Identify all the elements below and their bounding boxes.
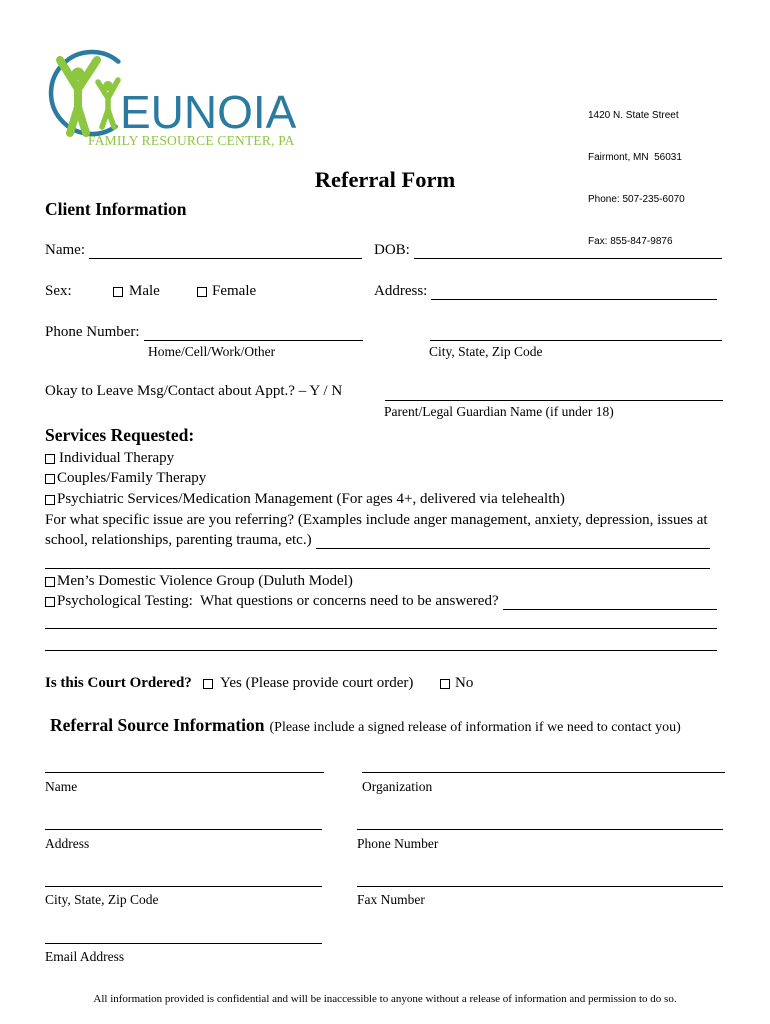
mens-group-label: Men’s Domestic Violence Group (Duluth Model)	[57, 573, 353, 589]
address-field[interactable]	[431, 283, 717, 300]
referral-source-header	[50, 715, 681, 738]
referral-source-note: (Please include a signed release of information if we need to contact you)	[269, 720, 681, 735]
mens-group-checkbox[interactable]	[45, 577, 55, 587]
psychiatric-services-checkbox[interactable]	[45, 495, 55, 505]
sex-label: Sex:	[45, 283, 72, 299]
individual-therapy-option	[45, 450, 174, 467]
male-checkbox[interactable]	[113, 287, 123, 297]
testing-answer-field-3[interactable]	[45, 650, 717, 651]
couples-therapy-label: Couples/Family Therapy	[57, 470, 207, 486]
dob-label: DOB:	[374, 242, 410, 258]
referral-fax-label: Fax Number	[357, 892, 425, 907]
name-label: Name:	[45, 242, 85, 258]
logo-wordmark: EUNOIA	[120, 86, 297, 138]
psychiatric-services-label: Psychiatric Services/Medication Management (For ages 4+, delivered via telehealth)	[57, 491, 565, 507]
referral-phone-label: Phone Number	[357, 836, 439, 851]
individual-therapy-checkbox[interactable]	[45, 454, 55, 464]
phone-number-field[interactable]	[144, 324, 363, 341]
couples-therapy-checkbox[interactable]	[45, 474, 55, 484]
couples-therapy-option	[45, 470, 206, 487]
referral-address-field[interactable]	[45, 829, 322, 830]
court-yes-label: Yes (Please provide court order)	[220, 675, 414, 691]
female-label: Female	[212, 283, 257, 299]
client-name-row	[45, 242, 362, 259]
court-yes-checkbox[interactable]	[203, 679, 213, 689]
testing-answer-field-2[interactable]	[45, 628, 717, 629]
issue-answer-field-1[interactable]	[316, 532, 710, 549]
contact-phone: Phone: 507-235-6070	[588, 194, 685, 205]
referral-fax-field[interactable]	[357, 886, 723, 887]
referral-source-heading: Referral Source Information	[50, 715, 265, 735]
guardian-name-field[interactable]	[385, 400, 723, 401]
services-requested-heading: Services Requested:	[45, 425, 195, 445]
confidentiality-footer: All information provided is confidential and will be inaccessible to anyone without a release of information and permission to do so.	[93, 993, 677, 1005]
psychological-testing-label: Psychological Testing: What questions or concerns need to be answered?	[57, 593, 499, 609]
guardian-name-hint: Parent/Legal Guardian Name (if under 18)	[384, 404, 614, 419]
contact-city: Fairmont, MN 56031	[588, 152, 682, 163]
testing-answer-field-1[interactable]	[503, 593, 717, 610]
referral-organization-label: Organization	[362, 779, 433, 794]
issue-answer-field-2[interactable]	[45, 568, 710, 569]
individual-therapy-label: Individual Therapy	[59, 450, 175, 466]
name-field[interactable]	[89, 242, 362, 259]
issue-prompt-row	[45, 532, 710, 549]
city-state-zip-hint: City, State, Zip Code	[429, 344, 543, 359]
dob-row	[374, 242, 722, 259]
referral-phone-field[interactable]	[357, 829, 723, 830]
psychological-testing-checkbox[interactable]	[45, 597, 55, 607]
form-title: Referral Form	[314, 167, 456, 192]
issue-prompt-line-1: For what specific issue are you referring? (Examples include anger management, anxiety, depression, issues at	[45, 512, 708, 528]
client-information-heading: Client Information	[45, 199, 187, 219]
male-label: Male	[129, 283, 160, 299]
referral-email-field[interactable]	[45, 943, 322, 944]
court-no-label: No	[455, 675, 474, 691]
female-checkbox[interactable]	[197, 287, 207, 297]
address-label: Address:	[374, 283, 428, 299]
referral-name-field[interactable]	[45, 772, 324, 773]
phone-type-hint: Home/Cell/Work/Other	[148, 344, 276, 359]
logo-subtitle: FAMILY RESOURCE CENTER, PA	[88, 133, 295, 148]
phone-number-row	[45, 324, 363, 341]
leave-message-question: Okay to Leave Msg/Contact about Appt.? – Y / N	[45, 383, 343, 399]
phone-number-label: Phone Number:	[45, 324, 140, 340]
court-no-checkbox[interactable]	[440, 679, 450, 689]
referral-city-state-zip-field[interactable]	[45, 886, 322, 887]
referral-address-label: Address	[45, 836, 90, 851]
contact-street: 1420 N. State Street	[588, 110, 679, 121]
court-ordered-label: Is this Court Ordered?	[45, 675, 192, 691]
psychiatric-services-option	[45, 491, 565, 508]
contact-fax: Fax: 855-847-9876	[588, 236, 673, 247]
dob-field[interactable]	[414, 242, 722, 259]
mens-group-option	[45, 573, 353, 590]
city-state-zip-field[interactable]	[430, 340, 722, 341]
issue-prompt-line-2: school, relationships, parenting trauma, etc.)	[45, 532, 312, 548]
referral-organization-field[interactable]	[362, 772, 725, 773]
referral-city-state-zip-label: City, State, Zip Code	[45, 892, 159, 907]
child-figure-icon	[98, 80, 118, 127]
address-row	[374, 283, 717, 300]
referral-name-label: Name	[45, 779, 78, 794]
referral-email-label: Email Address	[45, 949, 125, 964]
psychological-testing-option	[45, 593, 717, 610]
